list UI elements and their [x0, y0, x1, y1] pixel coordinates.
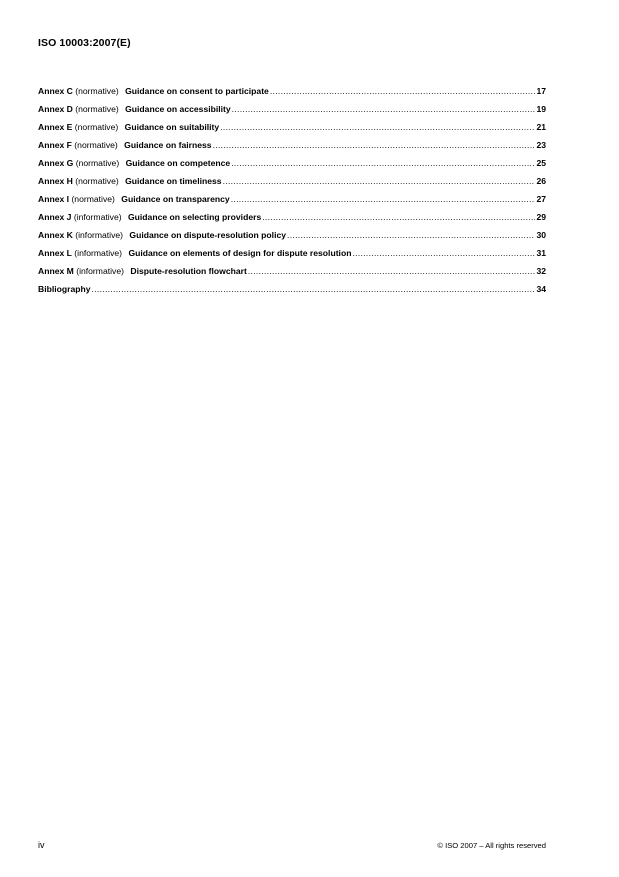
toc-page-number: 17: [536, 86, 546, 96]
toc-entry-title: Guidance on elements of design for dispute resolution: [128, 248, 352, 258]
toc-annex-kind: (normative): [75, 158, 120, 168]
dot-leader: [352, 248, 535, 258]
dot-leader: [231, 158, 535, 168]
toc-entry-bibliography[interactable]: [38, 284, 546, 302]
toc-page-number: 19: [536, 104, 546, 114]
footer-copyright: © ISO 2007 – All rights reserved: [437, 841, 546, 850]
toc-annex-id: Annex F: [38, 140, 72, 150]
toc-annex-id: Annex I: [38, 194, 70, 204]
toc-entry-annex-h[interactable]: [38, 176, 546, 194]
toc-entry-annex-l[interactable]: [38, 248, 546, 266]
toc-page-number: 21: [536, 122, 546, 132]
toc-entry-annex-e[interactable]: [38, 122, 546, 140]
dot-leader: [287, 230, 535, 240]
toc-page-number: 29: [536, 212, 546, 222]
toc-entry-annex-k[interactable]: [38, 230, 546, 248]
toc-entry-title: Guidance on accessibility: [125, 104, 231, 114]
toc-page-number: 23: [536, 140, 546, 150]
toc-entry-title: Guidance on fairness: [124, 140, 212, 150]
toc-annex-kind: (normative): [75, 176, 119, 186]
dot-leader: [262, 212, 535, 222]
toc-annex-id: Annex G: [38, 158, 74, 168]
toc-entry-title: Dispute-resolution flowchart: [130, 266, 247, 276]
toc-entry-title: Guidance on transparency: [121, 194, 230, 204]
toc-annex-id: Annex L: [38, 248, 72, 258]
toc-annex-kind: (informative): [74, 248, 123, 258]
toc-annex-id: Annex H: [38, 176, 73, 186]
toc-page-number: 27: [536, 194, 546, 204]
table-of-contents: [38, 86, 546, 302]
toc-page-number: 31: [536, 248, 546, 258]
toc-annex-id: Annex J: [38, 212, 72, 222]
toc-annex-kind: (normative): [74, 122, 119, 132]
toc-entry-annex-g[interactable]: [38, 158, 546, 176]
toc-annex-id: Annex E: [38, 122, 73, 132]
toc-entry-title: Guidance on competence: [125, 158, 231, 168]
toc-page-number: 25: [536, 158, 546, 168]
dot-leader: [220, 122, 535, 132]
toc-annex-kind: (normative): [75, 86, 119, 96]
document-header-title: ISO 10003:2007(E): [38, 37, 131, 49]
toc-entry-title: Guidance on suitability: [124, 122, 220, 132]
toc-page-number: 30: [536, 230, 546, 240]
dot-leader: [231, 194, 536, 204]
dot-leader: [232, 104, 536, 114]
footer-page-number: iv: [38, 840, 45, 850]
dot-leader: [213, 140, 536, 150]
toc-entry-annex-f[interactable]: [38, 140, 546, 158]
toc-annex-id: Annex M: [38, 266, 74, 276]
toc-annex-kind: (normative): [71, 194, 115, 204]
toc-annex-kind: (normative): [74, 140, 118, 150]
toc-annex-id: Annex D: [38, 104, 73, 114]
toc-entry-title: Guidance on selecting providers: [127, 212, 262, 222]
toc-entry-annex-i[interactable]: [38, 194, 546, 212]
toc-annex-kind: (informative): [75, 230, 124, 240]
toc-entry-title: Guidance on consent to participate: [125, 86, 269, 96]
dot-leader: [248, 266, 536, 276]
toc-entry-title: Bibliography: [38, 284, 91, 294]
toc-page-number: 26: [536, 176, 546, 186]
toc-entry-annex-d[interactable]: [38, 104, 546, 122]
toc-annex-id: Annex C: [38, 86, 73, 96]
toc-annex-kind: (normative): [75, 104, 119, 114]
toc-annex-kind: (informative): [76, 266, 124, 276]
toc-entry-annex-c[interactable]: [38, 86, 546, 104]
toc-annex-kind: (informative): [73, 212, 122, 222]
toc-entry-title: Guidance on dispute-resolution policy: [129, 230, 287, 240]
toc-page-number: 32: [536, 266, 546, 276]
toc-page-number: 34: [536, 284, 546, 294]
toc-entry-title: Guidance on timeliness: [125, 176, 222, 186]
toc-entry-annex-j[interactable]: [38, 212, 546, 230]
dot-leader: [270, 86, 536, 96]
toc-annex-id: Annex K: [38, 230, 73, 240]
dot-leader: [223, 176, 536, 186]
toc-entry-annex-m[interactable]: [38, 266, 546, 284]
dot-leader: [92, 284, 536, 294]
